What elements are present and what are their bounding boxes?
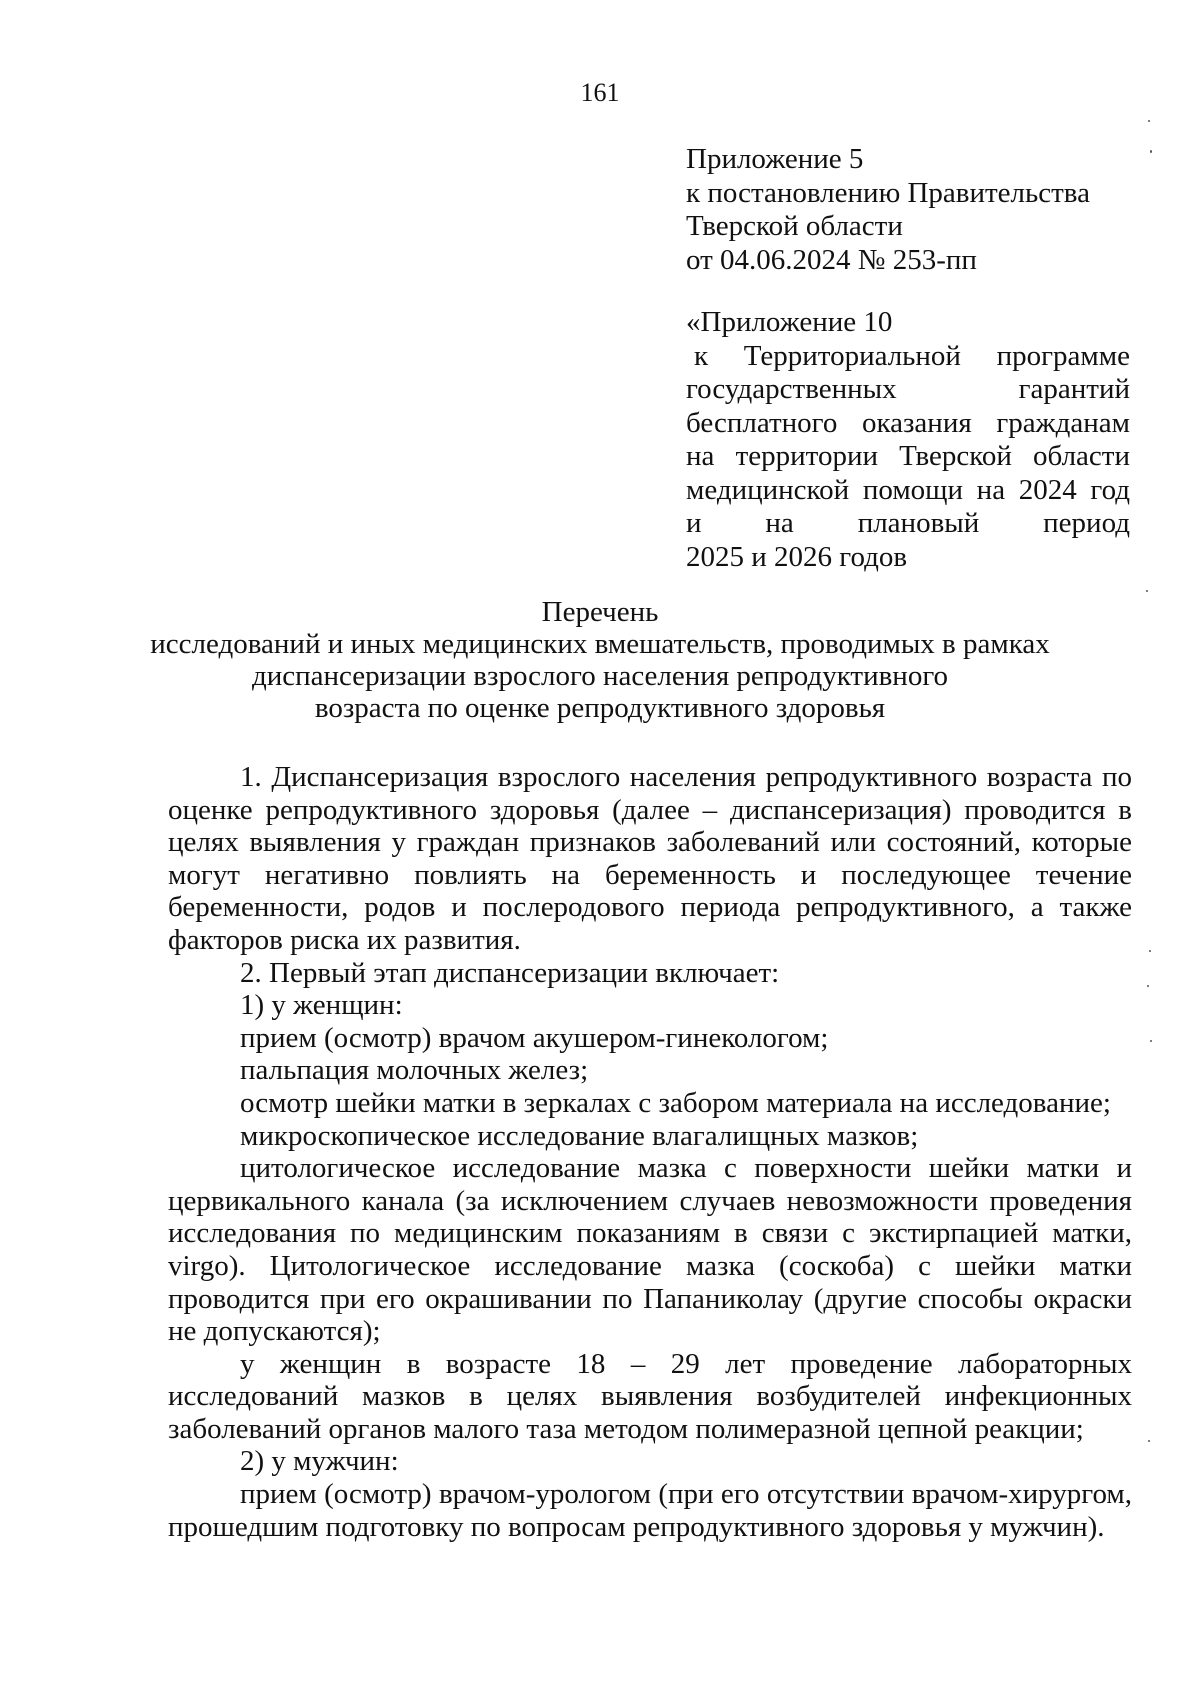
paragraph: 1) у женщин:: [240, 989, 403, 1022]
scan-speck: [1146, 590, 1148, 592]
list-item: прием (осмотр) врачом-урологом (при его отсутствии врачом-хирургом, прошедшим подготовку по вопросам репродуктивного здоровья у мужчин).: [168, 1478, 1132, 1543]
list-item: цитологическое исследование мазка с поверхности шейки матки и цервикального канала (за исключением случаев невозможности проведения исследования по медицинским показаниям в связи с экстирпацией матки, virgo). Цитологическое исследование мазка (соскоба) с шейки матки проводится при его окрашивании по Папаниколау (другие способы окраски не допускаются);: [168, 1152, 1132, 1348]
scan-speck: [1149, 950, 1151, 952]
appendix-header: [686, 306, 1130, 574]
scan-artifacts: [1140, 0, 1200, 1693]
scan-speck: [1147, 985, 1149, 987]
approval-line: Приложение 5: [686, 143, 864, 175]
appendix-line: и на плановый период: [686, 507, 1130, 539]
list-item: у женщин в возрасте 18 – 29 лет проведение лабораторных исследований мазков в целях выявления возбудителей инфекционных заболеваний органов малого таза методом полимеразной цепной реакции;: [168, 1347, 1132, 1445]
appendix-line: 2025 и 2026 годов: [686, 540, 908, 573]
appendix-line: медицинской помощи на 2024 год: [686, 473, 1130, 506]
appendix-line: бесплатного оказания гражданам: [686, 406, 1130, 439]
list-item: осмотр шейки матки в зеркалах с забором материала на исследование;: [240, 1086, 1111, 1119]
approval-line: Тверской области: [686, 210, 903, 242]
scan-speck: [1150, 1040, 1152, 1042]
title-line: диспансеризации взрослого населения репродуктивного: [252, 660, 948, 692]
paragraph: 1. Диспансеризация взрослого населения репродуктивного возраста по оценке репродуктивного здоровья (далее – диспансеризация) проводится в целях выявления у граждан признаков заболеваний или состояний, которые могут негативно повлиять на беременность и последующее течение беременности, родов и послеродового периода репродуктивного, а также факторов риска их развития.: [168, 761, 1132, 956]
page-number: 161: [580, 78, 620, 107]
scan-speck: [1148, 1440, 1150, 1442]
approval-line: к постановлению Правительства: [686, 176, 1090, 209]
paragraph: 2) у мужчин:: [240, 1445, 399, 1478]
appendix-line: «Приложение 10: [686, 306, 893, 338]
title-line: Перечень: [541, 596, 659, 628]
document-body: [168, 761, 1132, 1543]
paragraph: 2. Первый этап диспансеризации включает:: [240, 956, 780, 989]
list-item: микроскопическое исследование влагалищных мазков;: [240, 1119, 919, 1152]
approval-line: от 04.06.2024 № 253-пп: [686, 243, 977, 276]
title-line: исследований и иных медицинских вмешательств, проводимых в рамках: [150, 628, 1050, 660]
appendix-line: на территории Тверской области: [686, 440, 1130, 472]
approval-header: [686, 143, 1126, 277]
title-line: возраста по оценке репродуктивного здоровья: [314, 692, 886, 724]
list-item: пальпация молочных желез;: [240, 1054, 589, 1087]
document-title: [150, 596, 1050, 724]
list-item: прием (осмотр) врачом акушером-гинекологом;: [240, 1021, 829, 1054]
appendix-line: государственных гарантий: [686, 373, 1130, 405]
scan-speck: [1150, 150, 1152, 153]
scan-speck: [1148, 120, 1150, 122]
appendix-line: к Территориальной программе: [694, 339, 1130, 372]
